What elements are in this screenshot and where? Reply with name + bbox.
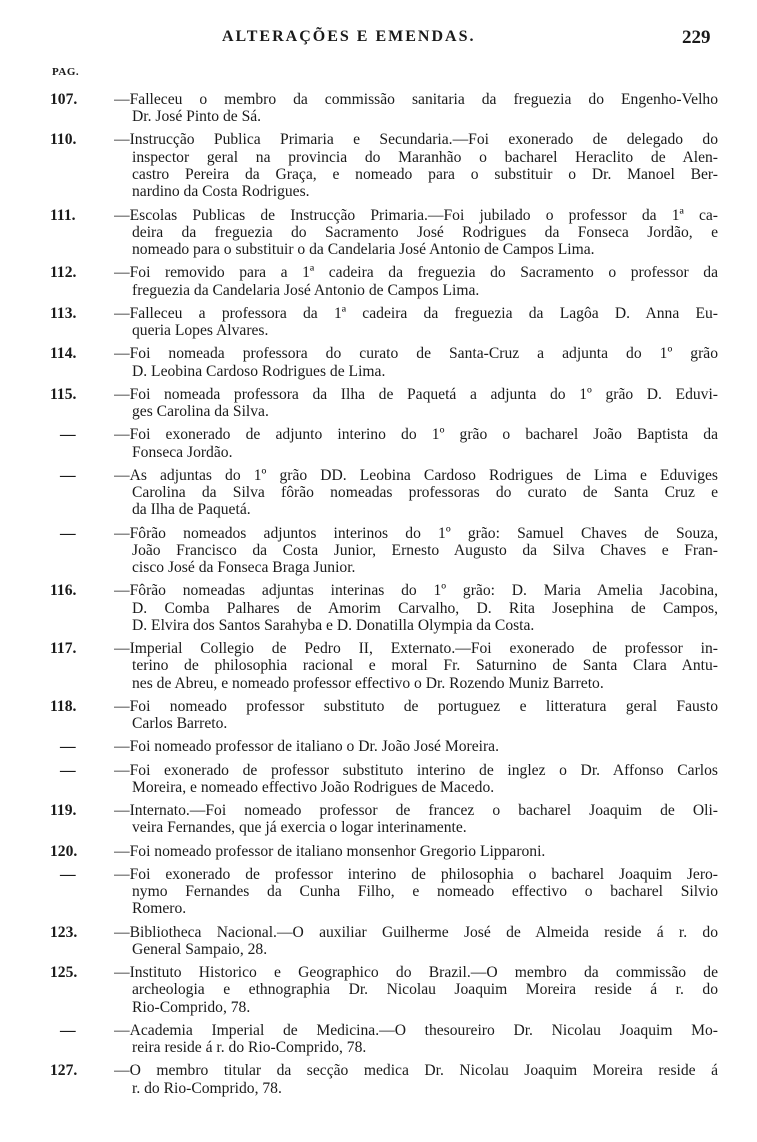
entry-line: inspector geral na provincia do Maranhão o bacharel Heraclito de Alen- (132, 148, 718, 166)
entry-page-ref: 118. (50, 697, 77, 715)
entry-line: —Foi exonerado de professor substituto interino de inglez o Dr. Affonso Carlos (114, 761, 718, 779)
entry-page-ref: 114. (50, 345, 77, 363)
entry (50, 305, 718, 340)
entry-line: r. do Rio-Comprido, 78. (132, 1079, 282, 1097)
entry (50, 386, 718, 421)
entry-line: —Foi exonerado de adjunto interino do 1º grão o bacharel João Baptista da (114, 426, 718, 444)
entry-line: Fonseca Jordão. (132, 443, 233, 461)
entry (50, 264, 718, 299)
entries-list (50, 91, 718, 1103)
entry-line: —O membro titular da secção medica Dr. Nicolau Joaquim Moreira reside á (114, 1062, 718, 1080)
entry (50, 802, 718, 837)
entry-line: nes de Abreu, e nomeado professor effectivo o Dr. Rozendo Muniz Barreto. (132, 674, 604, 692)
entry-line: da Ilha de Paquetá. (132, 501, 251, 519)
entry-line: Moreira, e nomeado effectivo João Rodrigues de Macedo. (132, 778, 495, 796)
entry (50, 345, 718, 380)
entry-line: —Foi nomeado professor substituto de portuguez e litteratura geral Fausto (114, 697, 718, 715)
entry (50, 640, 718, 692)
entry (50, 866, 718, 918)
entry (50, 426, 718, 461)
entry-line: —Internato.—Foi nomeado professor de francez o bacharel Joaquim de Oli- (114, 802, 718, 820)
entry-page-ref: 110. (50, 131, 77, 149)
entry-page-ref: 120. (50, 842, 78, 860)
entry-page-ref: — (60, 865, 76, 883)
entry-page-ref: 111. (50, 206, 76, 224)
entry-line: cisco José da Fonseca Braga Junior. (132, 559, 356, 577)
entry-page-ref: 112. (50, 264, 77, 282)
entry-line: Carolina da Silva fôrão nomeadas professoras do curato de Santa Cruz e (132, 484, 718, 502)
entry (50, 843, 718, 860)
entry (50, 582, 718, 634)
entry (50, 131, 718, 200)
entry-line: —Foi nomeada professora do curato de Santa-Cruz a adjunta do 1º grão (114, 345, 718, 363)
entry-line: D. Comba Palhares de Amorim Carvalho, D. Rita Josephina de Campos, (132, 599, 718, 617)
entry-line: —Instrucção Publica Primaria e Secundaria.—Foi exonerado de delegado do (114, 131, 718, 149)
entry (50, 1022, 718, 1057)
entry-page-ref: — (60, 738, 76, 756)
entry-line: ges Carolina da Silva. (132, 403, 269, 421)
entry-line: nomeado para o substituir o da Candelaria José Antonio de Campos Lima. (132, 241, 595, 259)
entry-page-ref: — (60, 1021, 76, 1039)
entry (50, 525, 718, 577)
entry-line: terino de philosophia racional e moral Fr. Saturnino de Santa Clara Antu- (132, 657, 718, 675)
entry-line: deira da freguezia do Sacramento José Rodrigues da Fonseca Jordão, e (132, 223, 718, 241)
entry (50, 738, 718, 755)
entry-page-ref: — (60, 466, 76, 484)
entry-line: —Academia Imperial de Medicina.—O thesoureiro Dr. Nicolau Joaquim Mo- (114, 1021, 718, 1039)
entry-page-ref: 117. (50, 640, 77, 658)
entry (50, 698, 718, 733)
column-label: PAG. (52, 66, 80, 78)
entry-line: —Foi nomeado professor de italiano monsenhor Gregorio Lipparoni. (114, 842, 546, 860)
entry-line: Dr. José Pinto de Sá. (132, 108, 262, 126)
entry-page-ref: 123. (50, 923, 78, 941)
entry-line: —Foi nomeada professora da Ilha de Paquetá a adjunta do 1º grão D. Eduvi- (114, 385, 718, 403)
entry (50, 1062, 718, 1097)
entry (50, 91, 718, 126)
entry-page-ref: 107. (50, 91, 78, 108)
entry-line: —Falleceu o membro da commissão sanitaria da freguezia do Engenho-Velho (114, 91, 718, 108)
entry-line: Rio-Comprido, 78. (132, 998, 251, 1016)
entry-page-ref: 113. (50, 304, 77, 322)
entry-line: freguezia da Candelaria José Antonio de Campos Lima. (132, 281, 480, 299)
entry-line: —Fôrão nomeadas adjuntas interinas do 1º grão: D. Maria Amelia Jacobina, (114, 582, 718, 600)
entry-line: Carlos Barreto. (132, 715, 228, 733)
entry-page-ref: 125. (50, 963, 78, 981)
entry-page-ref: — (60, 761, 76, 779)
entry-line: —Foi nomeado professor de italiano o Dr. João José Moreira. (114, 738, 500, 756)
entry-line: —Bibliotheca Nacional.—O auxiliar Guilherme José de Almeida reside á r. do (114, 923, 718, 941)
entry-line: —Fôrão nomeados adjuntos interinos do 1º grão: Samuel Chaves de Souza, (114, 524, 718, 542)
entry (50, 762, 718, 797)
entry-line: —Foi exonerado de professor interino de philosophia o bacharel Joaquim Jero- (114, 865, 718, 883)
entry-line: —As adjuntas do 1º grão DD. Leobina Cardoso Rodrigues de Lima e Eduviges (114, 466, 718, 484)
entry-line: veira Fernandes, que já exercia o logar interinamente. (132, 819, 467, 837)
entry-line: —Escolas Publicas de Instrucção Primaria.—Foi jubilado o professor da 1ª ca- (114, 206, 718, 224)
entry-page-ref: 119. (50, 802, 77, 820)
entry-line: General Sampaio, 28. (132, 940, 268, 958)
entry-page-ref: 127. (50, 1062, 78, 1080)
entry-line: —Instituto Historico e Geographico do Brazil.—O membro da commissão de (114, 963, 718, 981)
entry-page-ref: — (60, 426, 76, 444)
entry (50, 964, 718, 1016)
entry-page-ref: 116. (50, 582, 77, 600)
entry (50, 467, 718, 519)
entry (50, 207, 718, 259)
entry-line: reira reside á r. do Rio-Comprido, 78. (132, 1039, 367, 1057)
entry-line: —Falleceu a professora da 1ª cadeira da freguezia da Lagôa D. Anna Eu- (114, 304, 718, 322)
entry (50, 924, 718, 959)
entry-line: queria Lopes Alvares. (132, 322, 269, 340)
entry-line: nymo Fernandes da Cunha Filho, e nomeado effectivo o bacharel Silvio (132, 883, 718, 901)
entry-line: archeologia e ethnographia Dr. Nicolau Joaquim Moreira reside á r. do (132, 981, 718, 999)
entry-line: castro Pereira da Graça, e nomeado para o substituir o Dr. Manoel Ber- (132, 166, 718, 184)
entry-page-ref: — (60, 524, 76, 542)
entry-line: João Francisco da Costa Junior, Ernesto Augusto da Silva Chaves e Fran- (132, 541, 718, 559)
entry-line: —Foi removido para a 1ª cadeira da freguezia do Sacramento o professor da (114, 264, 718, 282)
entry-line: D. Leobina Cardoso Rodrigues de Lima. (132, 362, 386, 380)
entry-line: Romero. (132, 900, 187, 918)
entry-line: nardino da Costa Rodrigues. (132, 183, 310, 201)
entry-line: —Imperial Collegio de Pedro II, Externato.—Foi exonerado de professor in- (114, 640, 718, 658)
running-header (0, 28, 757, 52)
entry-page-ref: 115. (50, 385, 77, 403)
page-number: 229 (682, 27, 711, 48)
entry-line: D. Elvira dos Santos Sarahyba e D. Donatilla Olympia da Costa. (132, 616, 535, 634)
running-title: ALTERAÇÕES E EMENDAS. (222, 28, 476, 45)
